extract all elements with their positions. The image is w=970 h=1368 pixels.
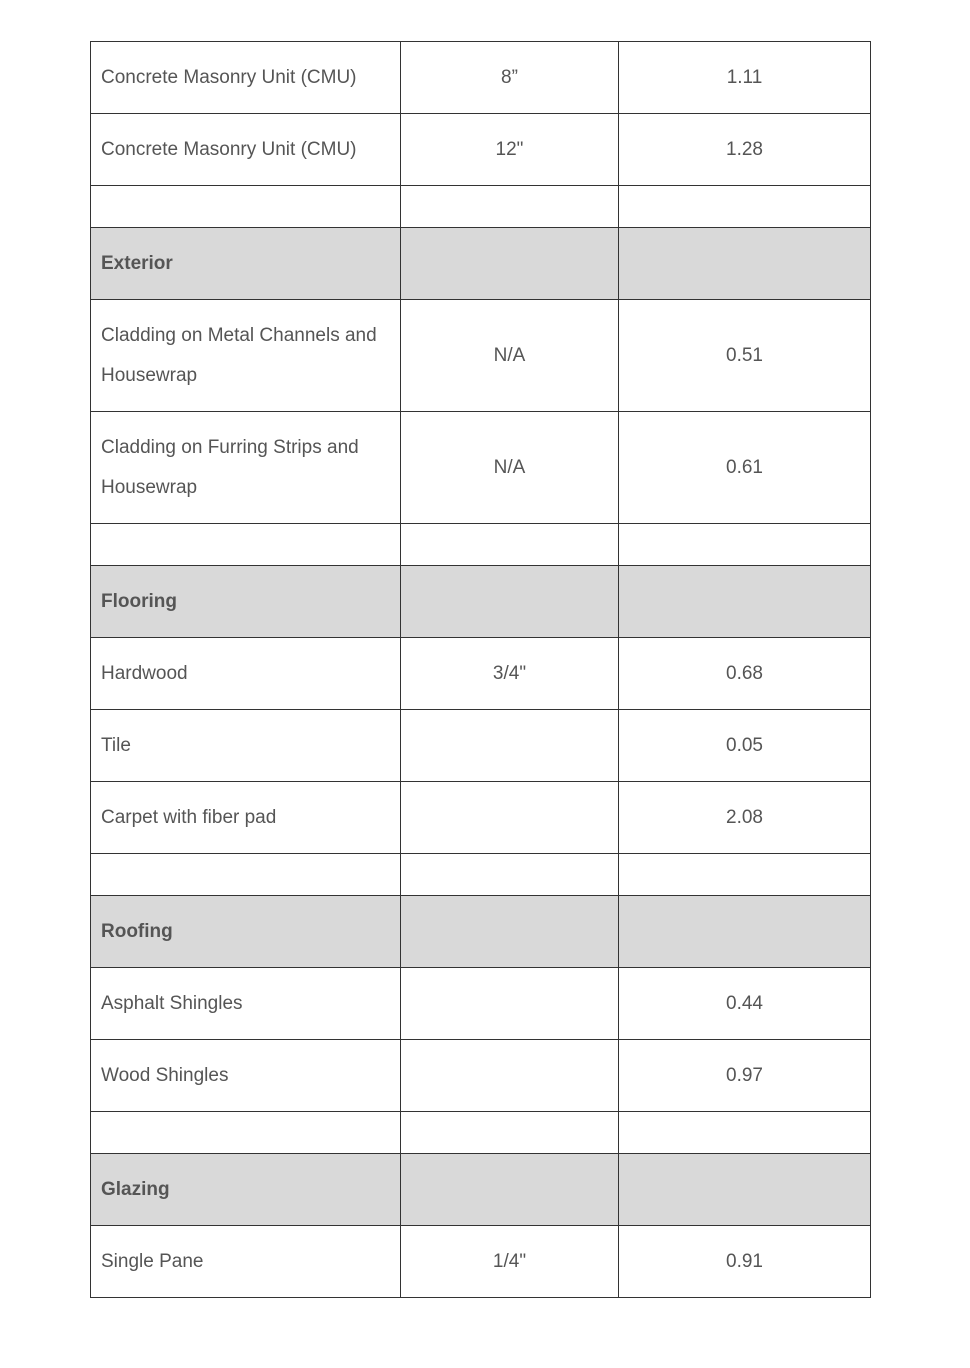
thickness-cell [400, 524, 618, 565]
spacer-row [90, 854, 871, 896]
material-cell [90, 854, 400, 895]
section-title: Flooring [90, 566, 400, 637]
table-row [90, 638, 871, 710]
thickness-cell: 8” [400, 42, 618, 113]
table-row [90, 42, 871, 114]
section-header-row [90, 1154, 871, 1226]
thickness-cell: N/A [400, 412, 618, 523]
table-row [90, 412, 871, 524]
r-value-cell [618, 896, 871, 967]
table-row [90, 710, 871, 782]
r-value-cell: 2.08 [618, 782, 871, 853]
section-header-row [90, 896, 871, 968]
section-title: Glazing [90, 1154, 400, 1225]
material-cell: Asphalt Shingles [90, 968, 400, 1039]
r-value-cell: 0.61 [618, 412, 871, 523]
r-value-cell [618, 228, 871, 299]
r-value-cell [618, 186, 871, 227]
thickness-cell [400, 1154, 618, 1225]
r-value-cell: 1.11 [618, 42, 871, 113]
r-value-cell: 0.68 [618, 638, 871, 709]
thickness-cell: 12" [400, 114, 618, 185]
thickness-cell: 3/4" [400, 638, 618, 709]
material-cell [90, 1112, 400, 1153]
thickness-cell [400, 1112, 618, 1153]
thickness-cell [400, 566, 618, 637]
r-value-table [90, 41, 871, 1298]
thickness-cell: 1/4" [400, 1226, 618, 1297]
table-row [90, 782, 871, 854]
spacer-row [90, 524, 871, 566]
thickness-cell [400, 896, 618, 967]
section-title: Exterior [90, 228, 400, 299]
table-row [90, 114, 871, 186]
r-value-cell: 0.97 [618, 1040, 871, 1111]
thickness-cell [400, 228, 618, 299]
section-header-row [90, 566, 871, 638]
table-row [90, 968, 871, 1040]
r-value-cell: 1.28 [618, 114, 871, 185]
r-value-cell [618, 1154, 871, 1225]
section-header-row [90, 228, 871, 300]
material-cell [90, 300, 400, 411]
r-value-cell: 0.44 [618, 968, 871, 1039]
r-value-cell [618, 566, 871, 637]
spacer-row [90, 186, 871, 228]
material-cell [90, 412, 400, 523]
material-cell [90, 186, 400, 227]
spacer-row [90, 1112, 871, 1154]
material-text: Cladding on Metal Channels and Housewrap [101, 324, 377, 386]
material-cell [90, 524, 400, 565]
r-value-cell: 0.91 [618, 1226, 871, 1297]
section-title: Roofing [90, 896, 400, 967]
material-text: Cladding on Furring Strips and Housewrap [101, 436, 359, 498]
table-row [90, 1226, 871, 1298]
thickness-cell [400, 782, 618, 853]
r-value-cell [618, 854, 871, 895]
material-cell: Single Pane [90, 1226, 400, 1297]
r-value-cell [618, 524, 871, 565]
r-value-cell: 0.05 [618, 710, 871, 781]
r-value-cell [618, 1112, 871, 1153]
thickness-cell: N/A [400, 300, 618, 411]
table-row [90, 1040, 871, 1112]
material-cell: Wood Shingles [90, 1040, 400, 1111]
thickness-cell [400, 1040, 618, 1111]
thickness-cell [400, 854, 618, 895]
material-cell: Hardwood [90, 638, 400, 709]
thickness-cell [400, 186, 618, 227]
table-row [90, 300, 871, 412]
material-cell: Concrete Masonry Unit (CMU) [90, 114, 400, 185]
material-cell: Tile [90, 710, 400, 781]
thickness-cell [400, 968, 618, 1039]
r-value-cell: 0.51 [618, 300, 871, 411]
material-cell: Carpet with fiber pad [90, 782, 400, 853]
thickness-cell [400, 710, 618, 781]
material-cell: Concrete Masonry Unit (CMU) [90, 42, 400, 113]
